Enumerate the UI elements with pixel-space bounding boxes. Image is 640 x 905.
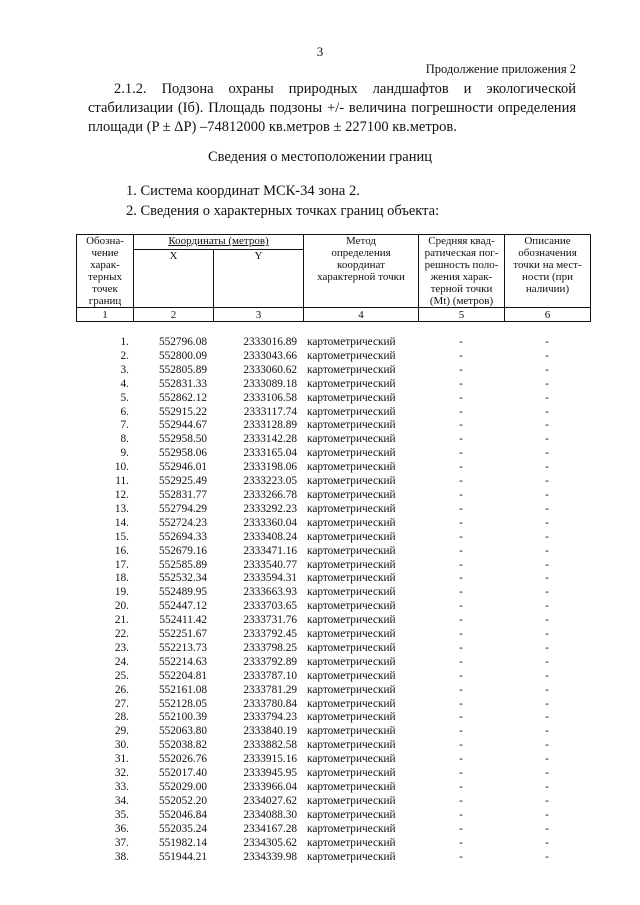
- description: -: [545, 405, 549, 418]
- description: -: [545, 628, 549, 641]
- mean-error: -: [459, 641, 463, 654]
- point-number: 3.: [120, 363, 129, 376]
- method: картометрический: [307, 419, 396, 432]
- mean-error: -: [459, 767, 463, 780]
- coord-y: 2333043.66: [243, 349, 297, 362]
- method: картометрический: [307, 447, 396, 460]
- coord-x: 552017.40: [158, 767, 207, 780]
- method: картометрический: [307, 822, 396, 835]
- coord-y: 2334305.62: [243, 836, 297, 849]
- mean-error: -: [459, 655, 463, 668]
- table-row: [76, 809, 590, 823]
- header-num: 1: [77, 308, 134, 322]
- coord-y: 2333223.05: [243, 475, 297, 488]
- table-row: [76, 419, 590, 433]
- table-row: [76, 642, 590, 656]
- point-number: 31.: [114, 753, 129, 766]
- header-method: Метод определения координат характерной точки: [304, 235, 419, 308]
- mean-error: -: [459, 697, 463, 710]
- method: картометрический: [307, 405, 396, 418]
- header-x: X: [134, 250, 214, 308]
- point-number: 22.: [114, 628, 129, 641]
- coord-x: 552038.82: [158, 739, 207, 752]
- coord-x: 551944.21: [158, 850, 207, 863]
- method: картометрический: [307, 391, 396, 404]
- coord-y: 2333945.95: [243, 767, 297, 780]
- point-number: 32.: [114, 767, 129, 780]
- coord-y: 2333106.58: [243, 391, 297, 404]
- header-description: Описание обозначения точки на мест- ности (при наличии): [505, 235, 591, 308]
- mean-error: -: [459, 419, 463, 432]
- mean-error: -: [459, 739, 463, 752]
- coord-y: 2333540.77: [243, 558, 297, 571]
- table-header: [76, 234, 591, 322]
- table-row: [76, 781, 590, 795]
- coord-x: 552958.06: [158, 447, 207, 460]
- coord-x: 552251.67: [158, 628, 207, 641]
- method: картометрический: [307, 781, 396, 793]
- description: -: [545, 349, 549, 362]
- point-number: 26.: [114, 683, 129, 696]
- coord-x: 552915.22: [158, 405, 207, 418]
- mean-error: -: [459, 475, 463, 488]
- table-row: [76, 350, 590, 364]
- table-row: [76, 503, 590, 517]
- method: картометрический: [307, 655, 396, 668]
- point-number: 10.: [114, 461, 129, 474]
- mean-error: -: [459, 363, 463, 376]
- method: картометрический: [307, 572, 396, 585]
- table-row: [76, 406, 590, 420]
- coord-x: 552489.95: [158, 586, 207, 599]
- method: картометрический: [307, 725, 396, 738]
- mean-error: -: [459, 781, 463, 793]
- coord-x: 552063.80: [158, 725, 207, 738]
- method: картометрический: [307, 836, 396, 849]
- point-number: 27.: [114, 697, 129, 710]
- description: -: [545, 447, 549, 460]
- mean-error: -: [459, 586, 463, 599]
- coord-y: 2333781.29: [243, 683, 297, 696]
- header-num: 4: [304, 308, 419, 322]
- coord-y: 2333966.04: [243, 781, 297, 793]
- table-row: [76, 670, 590, 684]
- point-number: 2.: [120, 349, 129, 362]
- method: картометрический: [307, 753, 396, 766]
- coord-y: 2333266.78: [243, 488, 297, 501]
- coord-y: 2333117.74: [243, 405, 297, 418]
- point-number: 4.: [120, 377, 129, 390]
- table-row: [76, 837, 590, 851]
- coord-x: 552946.01: [158, 461, 207, 474]
- point-number: 29.: [114, 725, 129, 738]
- point-number: 6.: [120, 405, 129, 418]
- mean-error: -: [459, 683, 463, 696]
- coord-y: 2333794.23: [243, 711, 297, 724]
- continuation-label: Продолжение приложения 2: [425, 62, 576, 76]
- method: картометрический: [307, 683, 396, 696]
- method: картометрический: [307, 669, 396, 682]
- description: -: [545, 781, 549, 793]
- description: -: [545, 836, 549, 849]
- description: -: [545, 530, 549, 543]
- coord-x: 552161.08: [158, 683, 207, 696]
- point-number: 14.: [114, 516, 129, 529]
- method: картометрический: [307, 475, 396, 488]
- table-row: [76, 795, 590, 809]
- description: -: [545, 739, 549, 752]
- point-number: 12.: [114, 488, 129, 501]
- table-row: [76, 336, 590, 350]
- header-coordinates: Координаты (метров): [134, 235, 304, 250]
- coord-y: 2334339.98: [243, 850, 297, 863]
- coord-x: 552944.67: [158, 419, 207, 432]
- coord-y: 2334088.30: [243, 808, 297, 821]
- mean-error: -: [459, 433, 463, 446]
- coord-x: 552796.08: [158, 336, 207, 348]
- method: картометрический: [307, 808, 396, 821]
- mean-error: -: [459, 488, 463, 501]
- header-point-designation: Обозна- чение харак- терных точек границ: [77, 235, 134, 308]
- description: -: [545, 600, 549, 613]
- coord-x: 552925.49: [158, 475, 207, 488]
- method: картометрический: [307, 530, 396, 543]
- mean-error: -: [459, 516, 463, 529]
- description: -: [545, 363, 549, 376]
- coord-y: 2333882.58: [243, 739, 297, 752]
- coord-y: 2333142.28: [243, 433, 297, 446]
- coord-y: 2333731.76: [243, 614, 297, 627]
- point-number: 25.: [114, 669, 129, 682]
- method: картометрический: [307, 697, 396, 710]
- point-number: 16.: [114, 544, 129, 557]
- method: картометрический: [307, 558, 396, 571]
- table-row: [76, 753, 590, 767]
- intro-paragraph: [88, 80, 576, 137]
- coord-y: 2333128.89: [243, 419, 297, 432]
- point-number: 1.: [120, 336, 129, 348]
- point-number: 37.: [114, 836, 129, 849]
- mean-error: -: [459, 600, 463, 613]
- description: -: [545, 850, 549, 863]
- paragraph-text: 2.1.2. Подзона охраны природных ландшафтов и экологической стабилизации (Iб). Площадь подзоны +/- величина погрешности определения площади (P ± ΔP) –74812000 кв.метров ± 227100 кв.метров.: [88, 81, 576, 135]
- coord-x: 552794.29: [158, 502, 207, 515]
- table-row: [76, 392, 590, 406]
- mean-error: -: [459, 836, 463, 849]
- header-num: 5: [419, 308, 505, 322]
- table-row: [76, 725, 590, 739]
- description: -: [545, 753, 549, 766]
- description: -: [545, 488, 549, 501]
- method: картометрический: [307, 641, 396, 654]
- coord-x: 552128.05: [158, 697, 207, 710]
- coord-y: 2333594.31: [243, 572, 297, 585]
- description: -: [545, 502, 549, 515]
- description: -: [545, 516, 549, 529]
- method: картометрический: [307, 336, 396, 348]
- mean-error: -: [459, 349, 463, 362]
- method: картометрический: [307, 767, 396, 780]
- mean-error: -: [459, 391, 463, 404]
- table-row: [76, 586, 590, 600]
- mean-error: -: [459, 725, 463, 738]
- table-row: [76, 767, 590, 781]
- method: картометрический: [307, 488, 396, 501]
- header-num: 2: [134, 308, 214, 322]
- coord-y: 2333471.16: [243, 544, 297, 557]
- description: -: [545, 669, 549, 682]
- coord-y: 2333060.62: [243, 363, 297, 376]
- coord-y: 2333798.25: [243, 641, 297, 654]
- coord-y: 2333840.19: [243, 725, 297, 738]
- coord-x: 552862.12: [158, 391, 207, 404]
- method: картометрический: [307, 544, 396, 557]
- description: -: [545, 822, 549, 835]
- point-number: 30.: [114, 739, 129, 752]
- mean-error: -: [459, 447, 463, 460]
- coord-y: 2333787.10: [243, 669, 297, 682]
- coord-x: 552052.20: [158, 794, 207, 807]
- coord-x: 552831.33: [158, 377, 207, 390]
- table-row: [76, 851, 590, 865]
- coord-y: 2333198.06: [243, 461, 297, 474]
- point-number: 18.: [114, 572, 129, 585]
- table-row: [76, 433, 590, 447]
- point-number: 11.: [115, 475, 129, 488]
- table-row: [76, 823, 590, 837]
- coord-y: 2333703.65: [243, 600, 297, 613]
- point-number: 8.: [120, 433, 129, 446]
- method: картометрический: [307, 614, 396, 627]
- point-number: 15.: [114, 530, 129, 543]
- method: картометрический: [307, 600, 396, 613]
- coord-x: 552447.12: [158, 600, 207, 613]
- method: картометрический: [307, 628, 396, 641]
- header-mean-error: Средняя квад- ратическая пог- решность поло- жения харак- терной точки (Mt) (метров): [419, 235, 505, 308]
- mean-error: -: [459, 530, 463, 543]
- method: картометрический: [307, 377, 396, 390]
- mean-error: -: [459, 794, 463, 807]
- method: картометрический: [307, 363, 396, 376]
- method: картометрический: [307, 516, 396, 529]
- section-title: Сведения о местоположении границ: [207, 149, 432, 165]
- description: -: [545, 391, 549, 404]
- list-item-points-info: 2. Сведения о характерных точках границ объекта:: [126, 203, 440, 219]
- table-row: [76, 656, 590, 670]
- coord-x: 552800.09: [158, 349, 207, 362]
- mean-error: -: [459, 753, 463, 766]
- coord-x: 552411.42: [159, 614, 207, 627]
- point-number: 21.: [114, 614, 129, 627]
- method: картометрический: [307, 739, 396, 752]
- description: -: [545, 725, 549, 738]
- mean-error: -: [459, 822, 463, 835]
- page-number: 3: [316, 44, 324, 59]
- point-number: 23.: [114, 641, 129, 654]
- table-row: [76, 531, 590, 545]
- point-number: 33.: [114, 781, 129, 793]
- mean-error: -: [459, 405, 463, 418]
- coord-x: 552026.76: [158, 753, 207, 766]
- method: картометрический: [307, 461, 396, 474]
- table-row: [76, 711, 590, 725]
- coord-y: 2333408.24: [243, 530, 297, 543]
- coord-x: 552805.89: [158, 363, 207, 376]
- coord-x: 552214.63: [158, 655, 207, 668]
- list-item-coordinate-system: 1. Система координат МСК-34 зона 2.: [126, 183, 360, 199]
- coord-y: 2333165.04: [243, 447, 297, 460]
- mean-error: -: [459, 850, 463, 863]
- table-row: [76, 461, 590, 475]
- method: картометрический: [307, 349, 396, 362]
- method: картометрический: [307, 586, 396, 599]
- description: -: [545, 433, 549, 446]
- coord-y: 2333663.93: [243, 586, 297, 599]
- table-row: [76, 698, 590, 712]
- description: -: [545, 586, 549, 599]
- coord-x: 552694.33: [158, 530, 207, 543]
- point-number: 34.: [114, 794, 129, 807]
- table-row: [76, 739, 590, 753]
- point-number: 38.: [114, 850, 129, 863]
- description: -: [545, 544, 549, 557]
- mean-error: -: [459, 669, 463, 682]
- description: -: [545, 641, 549, 654]
- coord-y: 2333292.23: [243, 502, 297, 515]
- mean-error: -: [459, 544, 463, 557]
- point-number: 19.: [114, 586, 129, 599]
- coord-y: 2333915.16: [243, 753, 297, 766]
- table-row: [76, 614, 590, 628]
- coord-x: 552585.89: [158, 558, 207, 571]
- mean-error: -: [459, 614, 463, 627]
- coord-y: 2333016.89: [243, 336, 297, 348]
- coord-y: 2333780.84: [243, 697, 297, 710]
- method: картометрический: [307, 433, 396, 446]
- header-y: Y: [214, 250, 304, 308]
- table-row: [76, 684, 590, 698]
- table-row: [76, 517, 590, 531]
- coord-y: 2333792.89: [243, 655, 297, 668]
- method: картометрический: [307, 711, 396, 724]
- points-table: [76, 336, 590, 864]
- point-number: 24.: [114, 655, 129, 668]
- point-number: 9.: [120, 447, 129, 460]
- point-number: 36.: [114, 822, 129, 835]
- table-row: [76, 489, 590, 503]
- point-number: 13.: [114, 502, 129, 515]
- point-number: 35.: [114, 808, 129, 821]
- description: -: [545, 475, 549, 488]
- description: -: [545, 697, 549, 710]
- coord-x: 552204.81: [158, 669, 207, 682]
- description: -: [545, 683, 549, 696]
- mean-error: -: [459, 558, 463, 571]
- coord-x: 552029.00: [158, 781, 207, 793]
- description: -: [545, 711, 549, 724]
- description: -: [545, 377, 549, 390]
- point-number: 20.: [114, 600, 129, 613]
- table-row: [76, 364, 590, 378]
- coord-x: 552213.73: [158, 641, 207, 654]
- method: картометрический: [307, 502, 396, 515]
- coord-x: 552724.23: [158, 516, 207, 529]
- description: -: [545, 461, 549, 474]
- header-num: 6: [505, 308, 591, 322]
- table-row: [76, 378, 590, 392]
- coord-x: 552831.77: [158, 488, 207, 501]
- point-number: 5.: [120, 391, 129, 404]
- mean-error: -: [459, 808, 463, 821]
- mean-error: -: [459, 336, 463, 348]
- table-row: [76, 572, 590, 586]
- description: -: [545, 767, 549, 780]
- table-row: [76, 600, 590, 614]
- point-number: 7.: [120, 419, 129, 432]
- coord-y: 2333792.45: [243, 628, 297, 641]
- description: -: [545, 808, 549, 821]
- table-row: [76, 628, 590, 642]
- description: -: [545, 655, 549, 668]
- description: -: [545, 336, 549, 348]
- coord-x: 552100.39: [158, 711, 207, 724]
- table-row: [76, 545, 590, 559]
- description: -: [545, 572, 549, 585]
- coord-x: 552035.24: [158, 822, 207, 835]
- method: картометрический: [307, 850, 396, 863]
- table-row: [76, 475, 590, 489]
- description: -: [545, 614, 549, 627]
- mean-error: -: [459, 628, 463, 641]
- coord-y: 2334167.28: [243, 822, 297, 835]
- coord-y: 2333089.18: [243, 377, 297, 390]
- coord-y: 2334027.62: [243, 794, 297, 807]
- coord-x: 552046.84: [158, 808, 207, 821]
- coord-x: 552958.50: [158, 433, 207, 446]
- description: -: [545, 794, 549, 807]
- mean-error: -: [459, 377, 463, 390]
- point-number: 17.: [114, 558, 129, 571]
- description: -: [545, 558, 549, 571]
- coord-y: 2333360.04: [243, 516, 297, 529]
- mean-error: -: [459, 572, 463, 585]
- table-row: [76, 559, 590, 573]
- mean-error: -: [459, 461, 463, 474]
- mean-error: -: [459, 711, 463, 724]
- coord-x: 551982.14: [158, 836, 207, 849]
- header-num: 3: [214, 308, 304, 322]
- coord-x: 552679.16: [158, 544, 207, 557]
- table-row: [76, 447, 590, 461]
- method: картометрический: [307, 794, 396, 807]
- coord-x: 552532.34: [158, 572, 207, 585]
- description: -: [545, 419, 549, 432]
- mean-error: -: [459, 502, 463, 515]
- point-number: 28.: [114, 711, 129, 724]
